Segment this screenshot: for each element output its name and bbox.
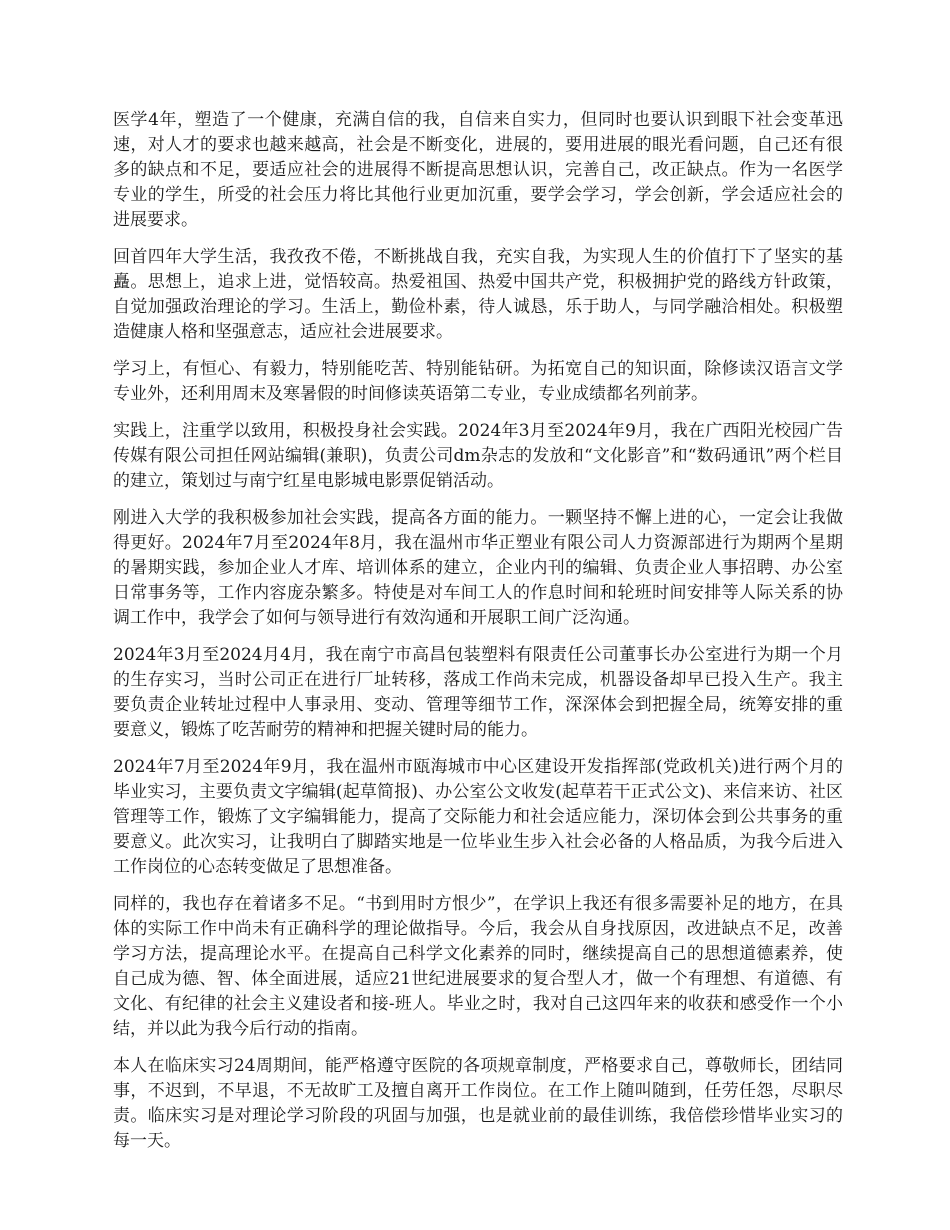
paragraph-5: 刚进入大学的我积极参加社会实践，提高各方面的能力。一颗坚持不懈上进的心，一定会让我做得更好。2024年7月至2024年8月，我在温州市华正塑业有限公司人力资源部进行为期两个星期的暑期实践，参加企业人才库、培训体系的建立，企业内刊的编辑、负责企业人事招聘、办公室日常事务等，工作内容庞杂繁多。特使是对车间工人的作息时间和轮班时间安排等人际关系的协调工作中，我学会了如何与领导进行有效沟通和开展职工间广泛沟通。 (113, 508, 843, 628)
paragraph-4: 实践上，注重学以致用，积极投身社会实践。2024年3月至2024年9月，我在广西阳光校园广告传媒有限公司担任网站编辑(兼职)，负责公司dm杂志的发放和“文化影音”和“数码通讯”两个栏目的建立，策划过与南宁红星电影城电影票促销活动。 (113, 421, 843, 491)
paragraph-9: 本人在临床实习24周期间，能严格遵守医院的各项规章制度，严格要求自己，尊敬师长，团结同事，不迟到，不早退，不无故旷工及擅自离开工作岗位。在工作上随叫随到，任劳任怨，尽职尽责。临床实习是对理论学习阶段的巩固与加强，也是就业前的最佳训练，我倍偿珍惜毕业实习的每一天。 (113, 1056, 843, 1151)
document-body (113, 108, 843, 1166)
paragraph-6: 2024年3月至2024月4月，我在南宁市高昌包装塑料有限责任公司董事长办公室进行为期一个月的生存实习，当时公司正在进行厂址转移，落成工作尚未完成，机器设备却早已投入生产。我主要负责企业转址过程中人事录用、变动、管理等细节工作，深深体会到把握全局，统筹安排的重要意义，锻炼了吃苦耐劳的精神和把握关键时局的能力。 (113, 645, 843, 740)
paragraph-3: 学习上，有恒心、有毅力，特别能吃苦、特别能钻研。为拓宽自己的知识面，除修读汉语言文学专业外，还利用周末及寒暑假的时间修读英语第二专业，专业成绩都名列前茅。 (113, 359, 843, 404)
paragraph-2: 回首四年大学生活，我孜孜不倦，不断挑战自我，充实自我，为实现人生的价值打下了坚实的基矗。思想上，追求上进，觉悟较高。热爱祖国、热爱中国共产党，积极拥护党的路线方针政策，自觉加强政治理论的学习。生活上，勤俭朴素，待人诚恳，乐于助人，与同学融洽相处。积极塑造健康人格和坚强意志，适应社会进展要求。 (113, 247, 843, 342)
paragraph-8: 同样的，我也存在着诸多不足。“书到用时方恨少”，在学识上我还有很多需要补足的地方，在具体的实际工作中尚未有正确科学的理论做指导。今后，我会从自身找原因，改进缺点不足，改善学习方法，提高理论水平。在提高自己科学文化素养的同时，继续提高自己的思想道德素养，使自己成为德、智、体全面进展，适应21世纪进展要求的复合型人才，做一个有理想、有道德、有文化、有纪律的社会主义建设者和接-班人。毕业之时，我对自己这四年来的收获和感受作一个小结，并以此为我今后行动的指南。 (113, 894, 843, 1039)
paragraph-7: 2024年7月至2024年9月，我在温州市瓯海城市中心区建设开发指挥部(党政机关)进行两个月的毕业实习，主要负责文字编辑(起草简报)、办公室公文收发(起草若干正式公文)、来信来访、社区管理等工作，锻炼了文字编辑能力，提高了交际能力和社会适应能力，深切体会到公共事务的重要意义。此次实习，让我明白了脚踏实地是一位毕业生步入社会必备的人格品质，为我今后进入工作岗位的心态转变做足了思想准备。 (113, 757, 843, 877)
paragraph-1: 医学4年，塑造了一个健康，充满自信的我，自信来自实力，但同时也要认识到眼下社会变革迅速，对人才的要求也越来越高，社会是不断变化，进展的，要用进展的眼光看问题，自己还有很多的缺点和不足，要适应社会的进展得不断提高思想认识，完善自己，改正缺点。作为一名医学专业的学生，所受的社会压力将比其他行业更加沉重，要学会学习，学会创新，学会适应社会的进展要求。 (113, 110, 843, 230)
